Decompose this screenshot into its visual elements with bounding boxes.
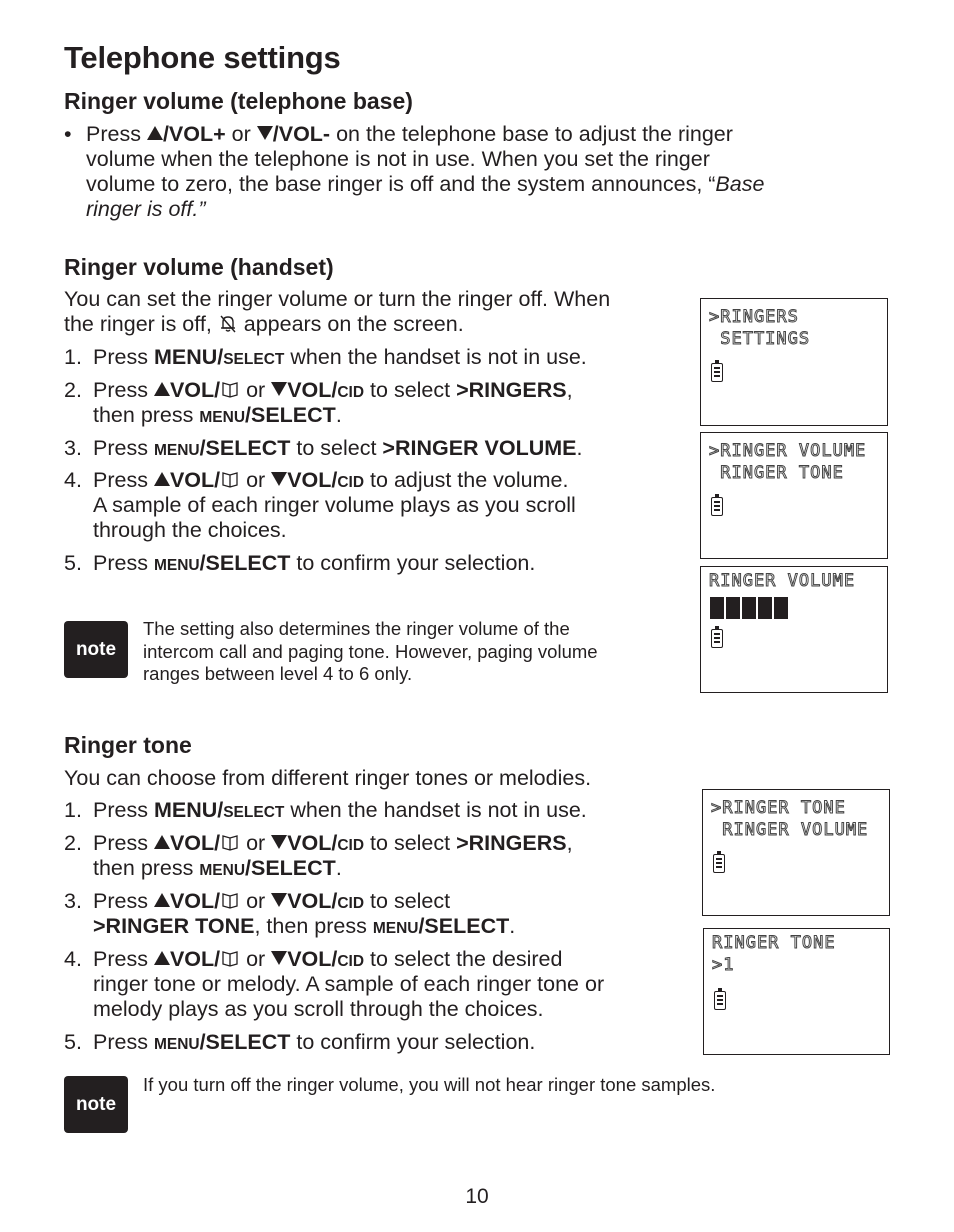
up-arrow-icon [154,951,170,965]
volume-bar [758,597,772,619]
phonebook-icon [220,890,240,910]
note-badge: note [64,1076,128,1133]
phonebook-icon [220,379,240,399]
lcd-screen-ringers: >RINGERS SETTINGS [700,298,888,426]
handset-intro: You can set the ringer volume or turn the ringer off. When the ringer is off, appears on the screen. [64,287,611,336]
section-heading-base: Ringer volume (telephone base) [64,88,413,114]
battery-icon [711,497,723,516]
down-arrow-icon [271,835,287,849]
ringer-off-icon [218,313,238,333]
down-arrow-icon [271,951,287,965]
bullet-dot: • [64,122,72,146]
phonebook-icon [220,469,240,489]
note-badge: note [64,621,128,678]
down-arrow-icon [271,893,287,907]
lcd-screen-ringer-menu: >RINGER VOLUME RINGER TONE [700,432,888,559]
tone-intro: You can choose from different ringer tones or melodies. [64,766,592,790]
volume-bar [726,597,740,619]
section-heading-tone: Ringer tone [64,732,192,758]
section-heading-handset: Ringer volume (handset) [64,254,334,280]
lcd-screen-ringer-tone: RINGER TONE >1 [703,928,890,1055]
volume-level-bars [710,597,788,619]
page-title: Telephone settings [64,40,341,75]
volume-bar [742,597,756,619]
lcd-screen-ringer-tone-menu: >RINGER TONE RINGER VOLUME [702,789,890,916]
battery-icon [713,854,725,873]
battery-icon [714,991,726,1010]
volume-bar [774,597,788,619]
lcd-screen-ringer-volume: RINGER VOLUME [700,566,888,693]
up-arrow-icon [147,126,163,140]
note-text: If you turn off the ringer volume, you will not hear ringer tone samples. [143,1074,716,1095]
down-arrow-icon [257,126,273,140]
up-arrow-icon [154,835,170,849]
down-arrow-icon [271,382,287,396]
phonebook-icon [220,948,240,968]
phonebook-icon [220,832,240,852]
note-text: The setting also determines the ringer volume of the intercom call and paging tone. However, paging volume ranges between level 4 to 6 only. [143,618,598,684]
up-arrow-icon [154,472,170,486]
volume-bar [710,597,724,619]
down-arrow-icon [271,472,287,486]
battery-icon [711,629,723,648]
page-number: 10 [465,1185,489,1208]
up-arrow-icon [154,382,170,396]
battery-icon [711,363,723,382]
up-arrow-icon [154,893,170,907]
